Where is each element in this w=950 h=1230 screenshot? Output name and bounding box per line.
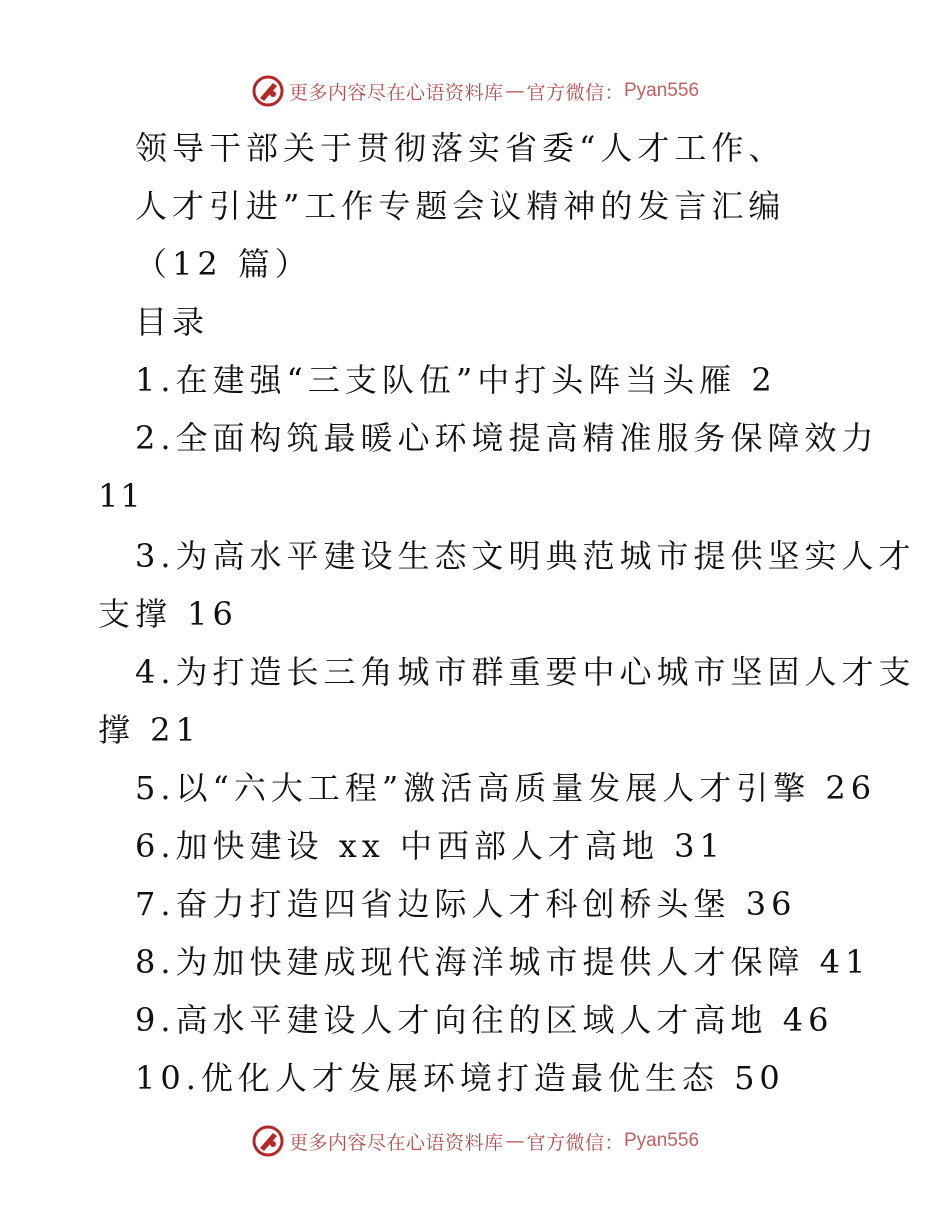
title-line-3: （12 篇） [135, 245, 312, 283]
watermark-official: 官方微信： [526, 1131, 624, 1154]
toc-heading: 目录 [135, 303, 210, 341]
toc-item: 3.为高水平建设生态文明典范城市提供坚实人才 [135, 537, 916, 575]
title-line-2: 人才引进”工作专题会议精神的发言汇编 [135, 187, 786, 225]
toc-item-page: 11 [98, 477, 143, 515]
toc-item: 9.高水平建设人才向往的区域人才高地 46 [135, 1001, 834, 1039]
toc-item: 8.为加快建成现代海洋城市提供人才保障 41 [135, 943, 871, 981]
toc-item: 4.为打造长三角城市群重要中心城市坚固人才支 [135, 653, 916, 691]
toc-item: 6.加快建设 xx 中西部人才高地 31 [135, 827, 725, 865]
watermark-wechat-id: Pyan556 [624, 1130, 700, 1151]
title-line-1: 领导干部关于贯彻落实省委“人才工作、 [135, 129, 786, 167]
toc-item-continued: 支撑 16 [98, 595, 238, 633]
toc-item: 10.优化人才发展环境打造最优生态 50 [135, 1059, 785, 1097]
header-watermark [0, 71, 950, 111]
toc-item: 1.在建强“三支队伍”中打头阵当头雁 2 [135, 361, 777, 399]
watermark-text: 更多内容尽在心语资料库 [288, 81, 504, 104]
logo-icon [251, 1124, 285, 1158]
watermark-wechat-id: Pyan556 [624, 80, 700, 101]
footer-watermark [0, 1121, 950, 1161]
toc-item-continued: 撑 21 [98, 711, 201, 749]
watermark-official: 官方微信： [526, 81, 624, 104]
watermark-dash: — [505, 1130, 525, 1152]
toc-item: 2.全面构筑最暖心环境提高精准服务保障效力 [135, 419, 879, 457]
watermark-text: 更多内容尽在心语资料库 [288, 1131, 504, 1154]
watermark-dash: — [505, 80, 525, 102]
toc-item: 5.以“六大工程”激活高质量发展人才引擎 26 [135, 769, 877, 807]
toc-item: 7.奋力打造四省边际人才科创桥头堡 36 [135, 885, 797, 923]
logo-icon [251, 74, 285, 108]
